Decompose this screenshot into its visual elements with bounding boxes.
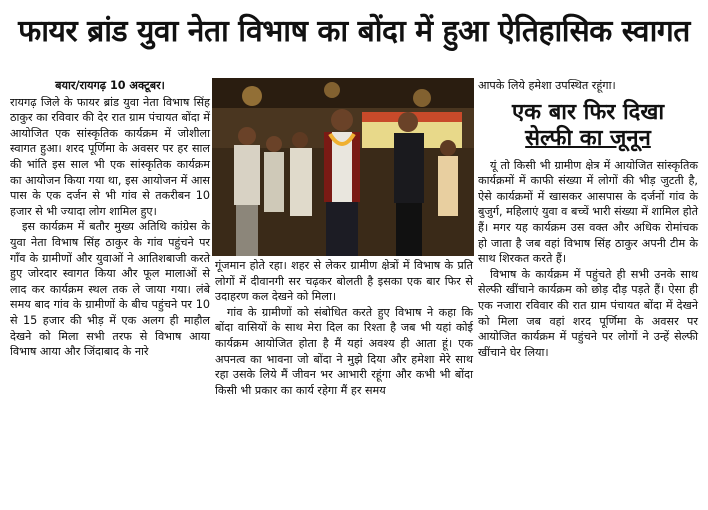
paragraph: गूंजमान होते रहा। शहर से लेकर ग्रामीण क्षेत्रों में विभाष के प्रति लोगों में दीवानगी सर चढ़कर बोलती है इसका एक बार फिर से उदाहरण कल देखने को मिला। xyxy=(215,259,473,304)
dateline: बयार/रायगढ़ 10 अक्टूबर। xyxy=(55,79,165,92)
subheadline-line-1: एक बार फिर दिखा xyxy=(511,99,665,125)
paragraph: विभाष के कार्यक्रम में पहुंचते ही सभी उनके साथ सेल्फी खींचाने कार्यक्रम को छोड़ दौड़ पड़ते हैं। ऐसा ही एक नजारा रविवार की रात ग्राम पंचायत बोंदा में देखने को मिला जब वहां शरद पूर्णिमा के अवसर पर आयोजित कार्यक्रम में पहुंचने पर लोगों ने उन्हें सेल्फी खींचाने घेर लिया। xyxy=(478,267,698,359)
stage-photo-illustration xyxy=(212,78,474,256)
paragraph: रायगढ़ जिले के फायर ब्रांड युवा नेता विभाष सिंह ठाकुर का रविवार की देर रात ग्राम पंचायत बोंदा में आयोजित एक सांस्कृतिक कार्यक्रम में जोशीला स्वागत हुआ। शरद पूर्णिमा के अवसर पर हर साल की भांति इस साल भी एक सांस्कृतिक कार्यक्रम का आयोजन किया गया था, इस आयोजन में आस पास के एक दर्जन से भी गांव से तकरीबन 10 हजार से भी ज्यादा लोग शामिल हुए। xyxy=(10,95,210,218)
news-photo xyxy=(212,78,474,256)
article-column-1 xyxy=(10,78,210,360)
subheadline xyxy=(478,100,698,152)
article-column-2 xyxy=(215,258,473,398)
paragraph: आपके लिये हमेशा उपस्थित रहूंगा। xyxy=(478,79,616,92)
paragraph: गांव के ग्रामीणों को संबोधित करते हुए विभाष ने कहा कि बोंदा वासियों के साथ मेरा दिल का रिश्ता है जब भी यहां कोई कार्यक्रम आयोजित होता है मैं यहां अवश्य ही आता हूं। एक अपनत्व का भावना जो बोंदा ने मुझे दिया और हमेशा मेरे साथ रहा उसके लिये मैं जीवन भर आभारी रहूंगा और कभी भी बोंदा किसी भी प्रकार का कार्य रहेगा मैं हर समय xyxy=(215,305,473,397)
subheadline-line-2: सेल्फी का जूनून xyxy=(525,125,651,151)
headline: फायर ब्रांड युवा नेता विभाष का बोंदा में हुआ ऐतिहासिक स्वागत xyxy=(18,13,690,49)
article-column-3 xyxy=(478,78,698,360)
paragraph: यूं तो किसी भी ग्रामीण क्षेत्र में आयोजित सांस्कृतिक कार्यक्रमों में काफी संख्या में लोगों की भीड़ जुटती है, ऐसे कार्यक्रमों में खासकर आसपास के दर्जनों गांव के बुजुर्ग, महिलाएं युवा व बच्चें भारी संख्या में शामिल होते हैं। मगर यह कार्यक्रम उस वक्त और अधिक रोमांचक हो जाता है जब वहां विभाष सिंह ठाकुर अपनी टीम के साथ शिरकत करते हैं। xyxy=(478,158,698,266)
paragraph: इस कार्यक्रम में बतौर मुख्य अतिथि कांग्रेस के युवा नेता विभाष सिंह ठाकुर के गांव पहुंचने पर गाँव के ग्रामीणों और युवाओं ने आतिशबाजी करते हुए जोरदार स्वागत किया और फूल मालाओं से लाद कर कार्यक्रम स्थल तक ले जाया गया। लंबे समय बाद गांव के ग्रामीणों के बीच पहुंचने पर 10 से 15 हजार की भीड़ में एक अलग ही माहौल देखने को मिला सभी तरफ से विभाष आया विभाष आया और जिंदाबाद के नारे xyxy=(10,220,210,359)
